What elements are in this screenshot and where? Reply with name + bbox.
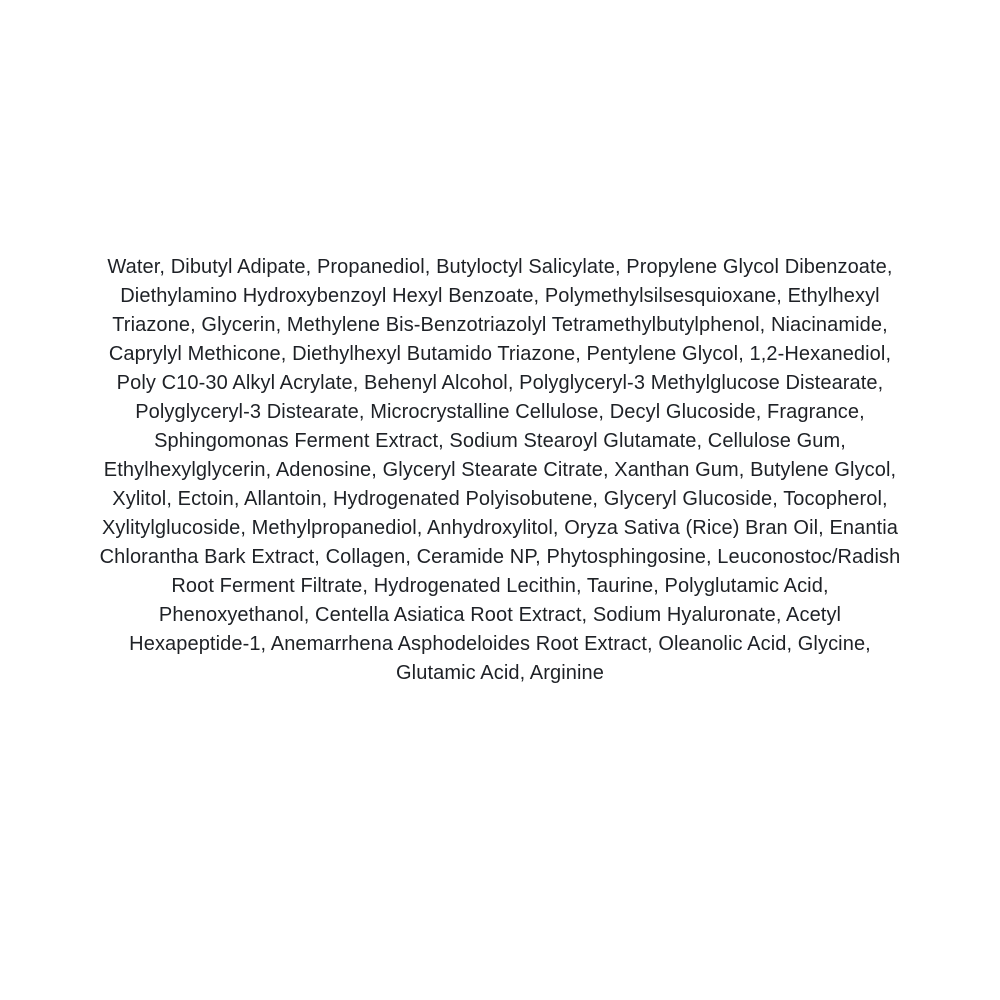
ingredient-list-container — [97, 253, 903, 688]
ingredient-list-text: Water, Dibutyl Adipate, Propanediol, Butyloctyl Salicylate, Propylene Glycol Dibenzoate, Diethylamino Hydroxybenzoyl Hexyl Benzoate, Polymethylsilsesquioxane, Ethylhexyl Triazone, Glycerin, Methylene Bis-Benzotriazolyl Tetramethylbutylphenol, Niacinamide, Caprylyl Methicone, Diethylhexyl Butamido Triazone, Pentylene Glycol, 1,2-Hexanediol, Poly C10-30 Alkyl Acrylate, Behenyl Alcohol, Polyglyceryl-3 Methylglucose Distearate, Polyglyceryl-3 Distearate, Microcrystalline Cellulose, Decyl Glucoside, Fragrance, Sphingomonas Ferment Extract, Sodium Stearoyl Glutamate, Cellulose Gum, Ethylhexylglycerin, Adenosine, Glyceryl Stearate Citrate, Xanthan Gum, Butylene Glycol, Xylitol, Ectoin, Allantoin, Hydrogenated Polyisobutene, Glyceryl Glucoside, Tocopherol, Xylitylglucoside, Methylpropanediol, Anhydroxylitol, Oryza Sativa (Rice) Bran Oil, Enantia Chlorantha Bark Extract, Collagen, Ceramide NP, Phytosphingosine, Leuconostoc/Radish Root Ferment Filtrate, Hydrogenated Lecithin, Taurine, Polyglutamic Acid, Phenoxyethanol, Centella Asiatica Root Extract, Sodium Hyaluronate, Acetyl Hexapeptide-1, Anemarrhena Asphodeloides Root Extract, Oleanolic Acid, Glycine, Glutamic Acid, Arginine — [99, 256, 901, 684]
